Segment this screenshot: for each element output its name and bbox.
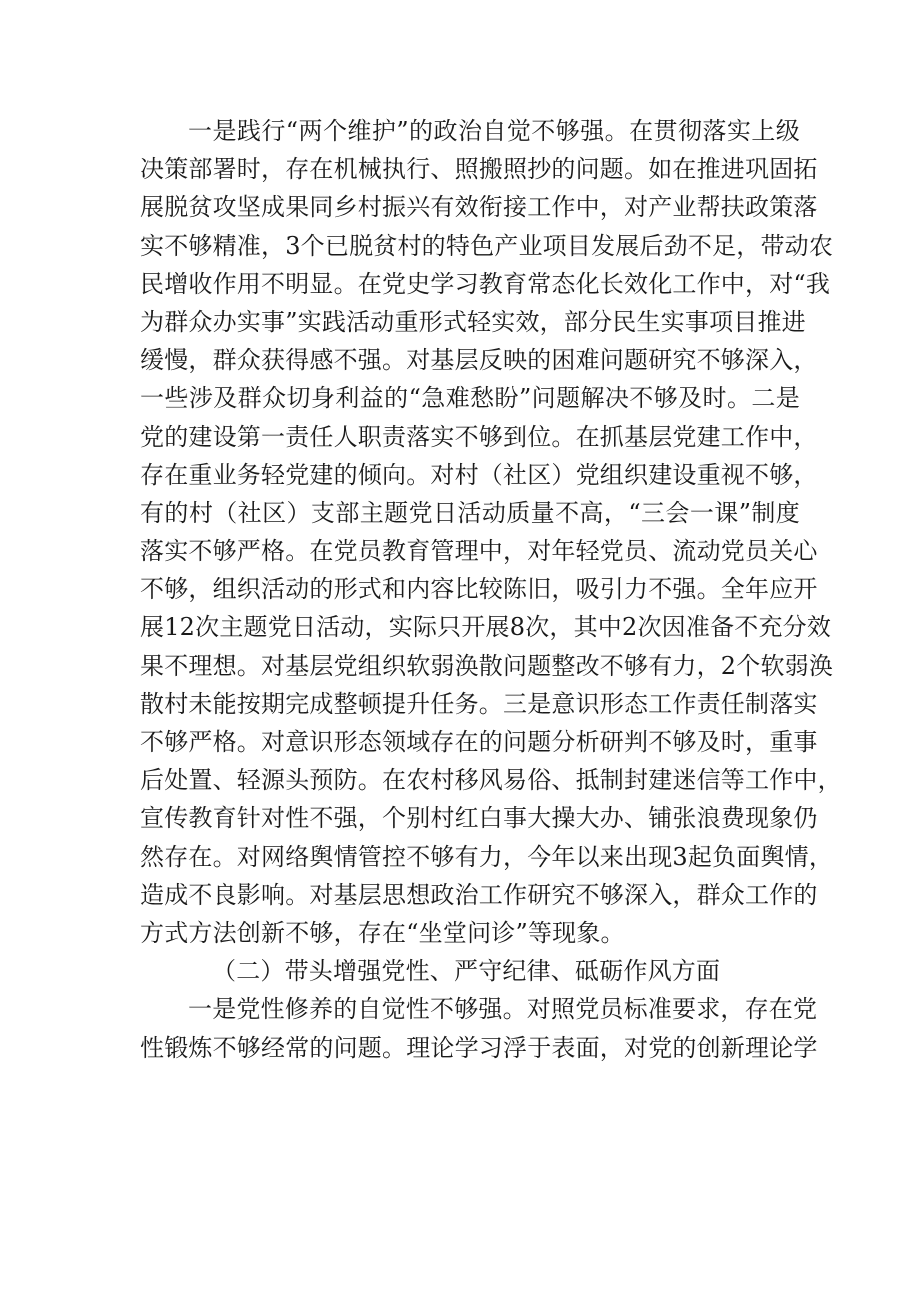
paragraph-line: 决策部署时，存在机械执行、照搬照抄的问题。如在推进巩固拓	[140, 155, 818, 184]
document-body	[140, 112, 842, 1067]
paragraph-line: 民增收作用不明显。在党史学习教育常态化长效化工作中，对“我	[140, 269, 831, 298]
paragraph-line: 一是践行“两个维护”的政治自觉不够强。在贯彻落实上级	[188, 117, 800, 145]
paragraph-line: 一些涉及群众切身利益的“急难愁盼”问题解决不够及时。二是	[140, 384, 800, 413]
paragraph-line: 造成不良影响。对基层思想政治工作研究不够深入，群众工作的	[140, 880, 818, 909]
paragraph-line: 方式方法创新不够，存在“坐堂问诊”等现象。	[140, 918, 625, 947]
paragraph-line: 实不够精准，3个已脱贫村的特色产业项目发展后劲不足，带动农	[140, 231, 834, 260]
paragraph-line: 展脱贫攻坚成果同乡村振兴有效衔接工作中，对产业帮扶政策落	[140, 193, 818, 222]
paragraph-line: 展12次主题党日活动，实际只开展8次，其中2次因准备不充分效	[140, 613, 832, 642]
paragraph-line: 党的建设第一责任人职责落实不够到位。在抓基层党建工作中，	[140, 422, 818, 451]
section-heading: （二）带头增强党性、严守纪律、砥砺作风方面	[212, 957, 721, 986]
paragraph-line: 一是党性修养的自觉性不够强。对照党员标准要求，存在党	[188, 995, 818, 1024]
paragraph-line: 有的村（社区）支部主题党日活动质量不高，“三会一课”制度	[140, 498, 800, 527]
paragraph-line: 不够严格。对意识形态领域存在的问题分析研判不够及时，重事	[140, 728, 818, 756]
paragraph-line: 为群众办实事”实践活动重形式轻实效，部分民生实事项目推进	[140, 307, 806, 336]
paragraph-line: 后处置、轻源头预防。在农村移风易俗、抵制封建迷信等工作中，	[140, 766, 842, 795]
paragraph-line: 性锻炼不够经常的问题。理论学习浮于表面，对党的创新理论学	[140, 1033, 818, 1062]
paragraph-line: 散村未能按期完成整顿提升任务。三是意识形态工作责任制落实	[140, 689, 818, 718]
paragraph-line: 缓慢，群众获得感不强。对基层反映的困难问题研究不够深入，	[140, 346, 818, 375]
paragraph-line: 不够，组织活动的形式和内容比较陈旧，吸引力不强。全年应开	[140, 575, 818, 604]
paragraph-line: 然存在。对网络舆情管控不够有力，今年以来出现3起负面舆情，	[140, 842, 834, 871]
paragraph-line: 存在重业务轻党建的倾向。对村（社区）党组织建设重视不够，	[140, 460, 818, 489]
paragraph-line: 落实不够严格。在党员教育管理中，对年轻党员、流动党员关心	[140, 537, 818, 566]
paragraph-line: 果不理想。对基层党组织软弱涣散问题整改不够有力，2个软弱涣	[140, 651, 834, 680]
paragraph-line: 宣传教育针对性不强，个别村红白事大操大办、铺张浪费现象仍	[140, 804, 818, 833]
